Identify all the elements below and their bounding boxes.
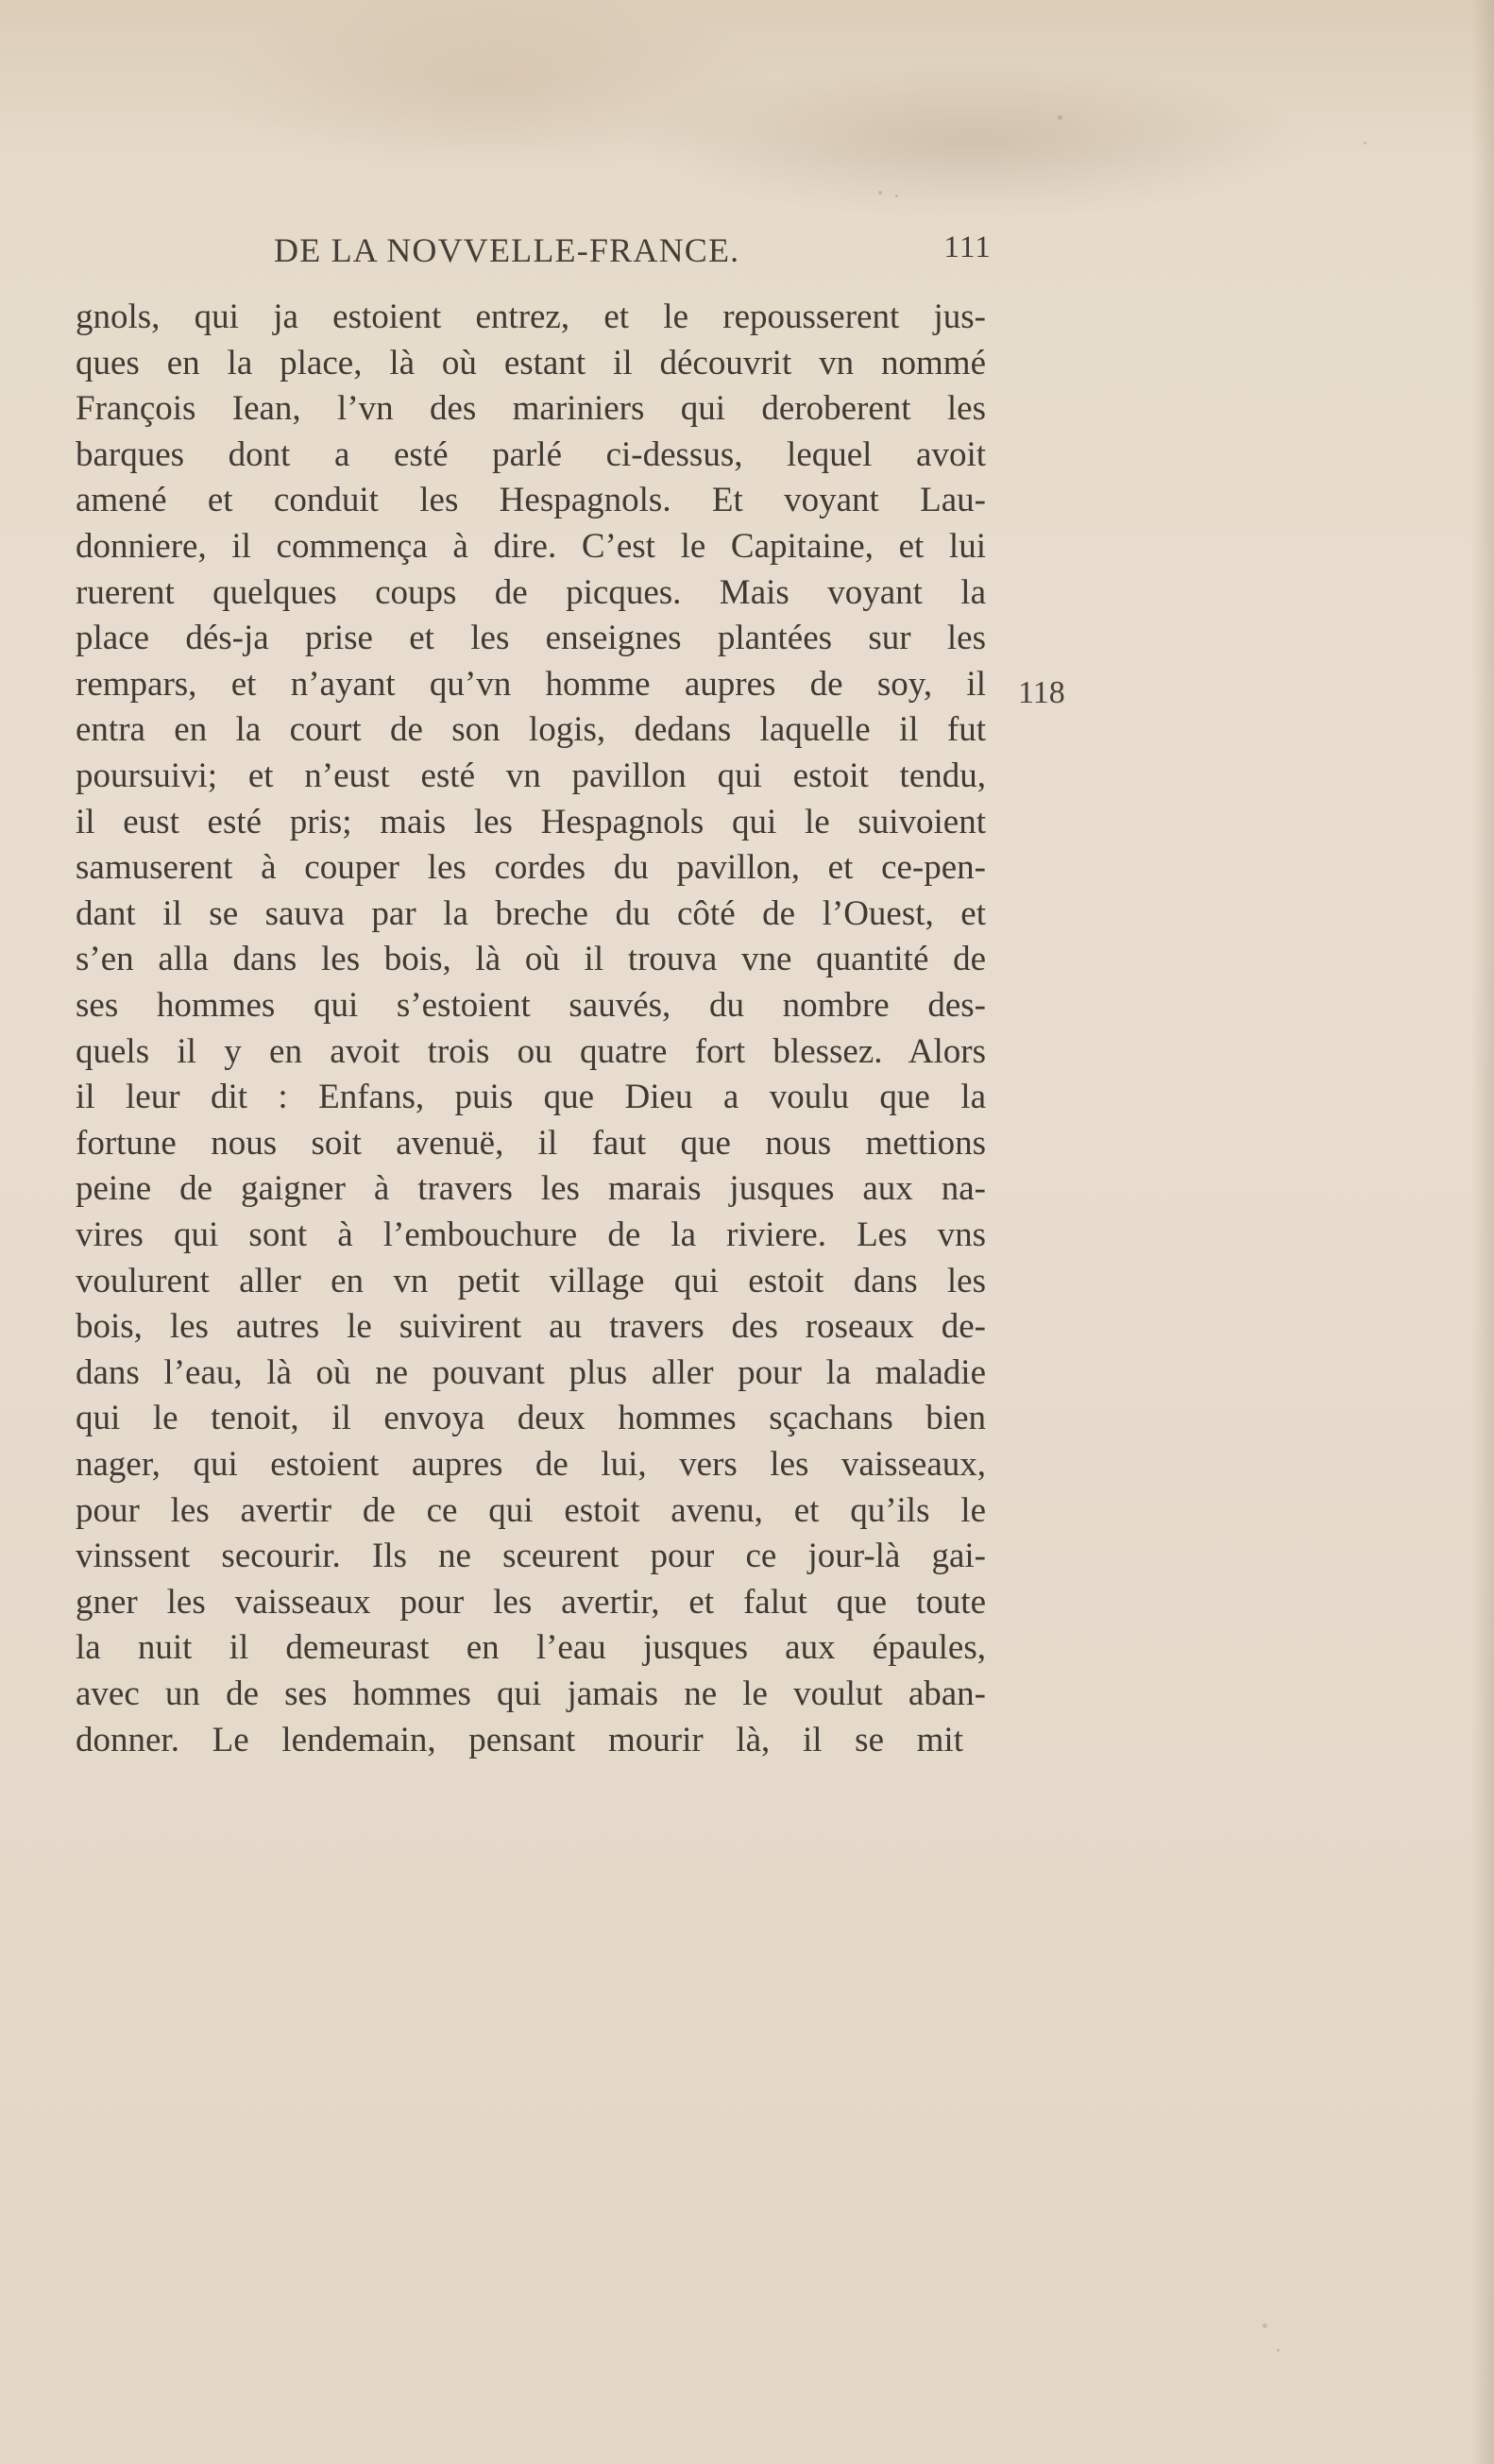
- paper-speckle: [878, 191, 882, 195]
- paper-speckle: [1277, 2349, 1280, 2352]
- text-line: ruerent quelques coups de picques. Mais voyant la: [76, 572, 986, 612]
- text-line: entra en la court de son logis, dedans laquelle il fut: [76, 710, 986, 750]
- text-line: vinssent secourir. Ils ne sceurent pour ce jour-là gai-: [76, 1537, 986, 1576]
- text-line: peine de gaigner à travers les marais jusques aux na-: [76, 1169, 986, 1209]
- text-line: poursuivi; et n’eust esté vn pavillon qui estoit tendu,: [76, 756, 986, 795]
- text-line: place dés-ja prise et les enseignes plantées sur les: [76, 619, 986, 658]
- text-line: barques dont a esté parlé ci-dessus, lequel avoit: [76, 434, 986, 474]
- text-line: voulurent aller en vn petit village qui estoit dans les: [76, 1261, 986, 1300]
- text-line: avec un de ses hommes qui jamais ne le voulut aban-: [76, 1674, 986, 1713]
- text-line: pour les avertir de ce qui estoit avenu, et qu’ils le: [76, 1490, 986, 1530]
- text-line: quels il y en avoit trois ou quatre fort blessez. Alors: [76, 1031, 986, 1071]
- text-line: ses hommes qui s’estoient sauvés, du nombre des-: [76, 986, 986, 1025]
- paper-speckle: [1263, 2323, 1267, 2328]
- text-line: gnols, qui ja estoient entrez, et le repousserent jus-: [76, 297, 986, 336]
- text-line: ques en la place, là où estant il découvrit vn nommé: [76, 343, 986, 382]
- header-title: DE LA NOVVELLE-FRANCE.: [274, 231, 740, 269]
- page-right-edge-shadow: [1471, 0, 1494, 2464]
- text-line: rempars, et n’ayant qu’vn homme aupres de soy, il: [76, 664, 986, 704]
- text-line: il leur dit : Enfans, puis que Dieu a voulu que la: [76, 1078, 986, 1117]
- text-line: bois, les autres le suivirent au travers des roseaux de-: [76, 1307, 986, 1347]
- page-number: 111: [943, 230, 992, 264]
- text-line: s’en alla dans les bois, là où il trouva vne quantité de: [76, 940, 986, 979]
- running-header: [274, 230, 992, 272]
- text-line: samuserent à couper les cordes du pavillon, et ce-pen-: [76, 848, 986, 888]
- text-line: donniere, il commença à dire. C’est le Capitaine, et lui: [76, 527, 986, 566]
- text-line: gner les vaisseaux pour les avertir, et falut que toute: [76, 1582, 986, 1622]
- paper-speckle: [895, 195, 898, 197]
- text-line: donner. Le lendemain, pensant mourir là, il se mit: [76, 1720, 963, 1759]
- text-line: amené et conduit les Hespagnols. Et voyant Lau-: [76, 481, 986, 520]
- text-line: fortune nous soit avenuë, il faut que nous mettions: [76, 1123, 986, 1163]
- text-line: François Iean, l’vn des mariniers qui deroberent les: [76, 389, 986, 429]
- text-line: il eust esté pris; mais les Hespagnols qui le suivoient: [76, 802, 986, 841]
- text-line: dans l’eau, là où ne pouvant plus aller pour la maladie: [76, 1352, 986, 1392]
- text-line: la nuit il demeurast en l’eau jusques aux épaules,: [76, 1628, 986, 1668]
- paper-speckle: [1364, 142, 1367, 144]
- text-line: dant il se sauva par la breche du côté de l’Ouest, et: [76, 893, 986, 933]
- margin-page-number: 118: [1018, 675, 1065, 710]
- paper-speckle: [1058, 115, 1062, 120]
- text-line: vires qui sont à l’embouchure de la riviere. Les vns: [76, 1215, 986, 1254]
- text-line: nager, qui estoient aupres de lui, vers les vaisseaux,: [76, 1445, 986, 1484]
- text-line: qui le tenoit, il envoya deux hommes sçachans bien: [76, 1399, 986, 1438]
